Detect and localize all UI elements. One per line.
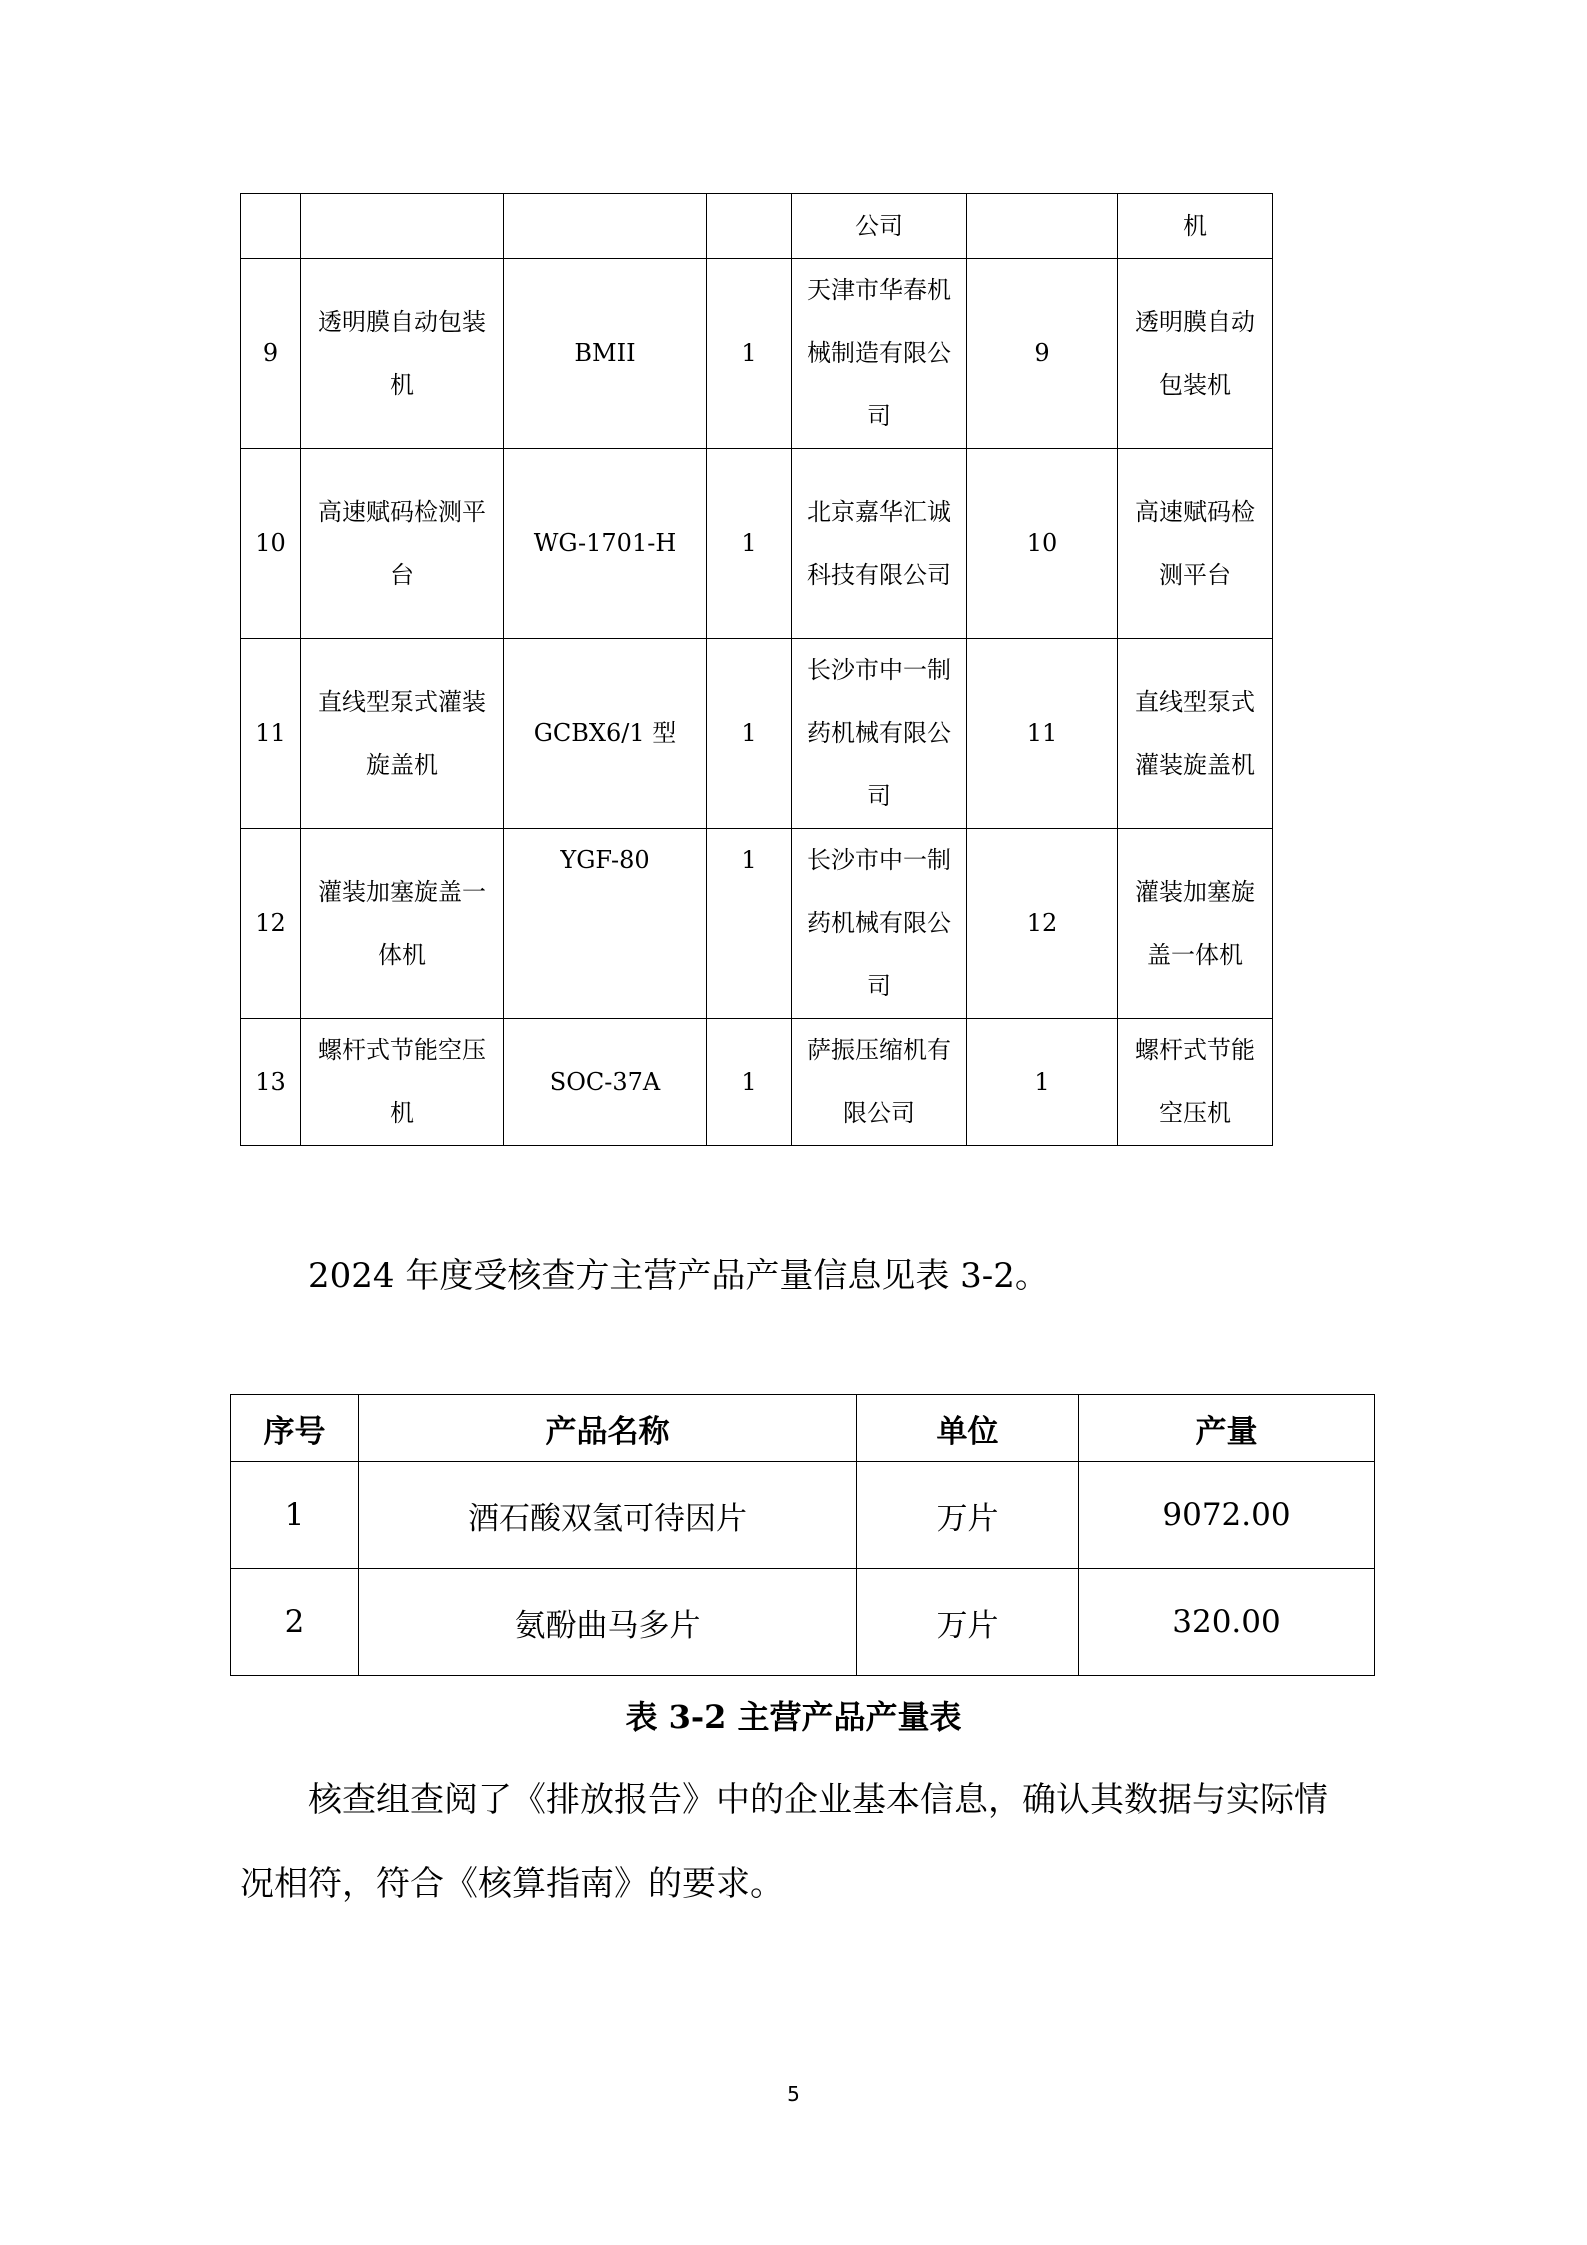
table-row (231, 1569, 1375, 1676)
table-row (241, 829, 1273, 1019)
table-cell (241, 194, 301, 259)
equipment-ref: 1 (967, 1019, 1118, 1146)
equipment-remark: 螺杆式节能空压机 (1118, 1019, 1273, 1146)
equipment-quantity: 1 (707, 1019, 792, 1146)
page-number: 5 (787, 2082, 800, 2106)
equipment-maker: 北京嘉华汇诚科技有限公司 (792, 449, 967, 639)
equipment-continuation-row (241, 194, 1273, 259)
equipment-model: YGF-80 (504, 829, 707, 1019)
equipment-remark: 高速赋码检测平台 (1118, 449, 1273, 639)
row-number: 1 (231, 1462, 359, 1569)
table-row (241, 259, 1273, 449)
equipment-ref: 12 (967, 829, 1118, 1019)
equipment-maker: 萨振压缩机有限公司 (792, 1019, 967, 1146)
table-cell (707, 194, 792, 259)
column-header: 序号 (231, 1395, 359, 1462)
column-header: 产品名称 (359, 1395, 857, 1462)
equipment-model: BMII (504, 259, 707, 449)
equipment-name: 透明膜自动包装机 (301, 259, 504, 449)
equipment-table (240, 193, 1273, 1146)
equipment-quantity: 1 (707, 639, 792, 829)
equipment-remark: 直线型泵式灌装旋盖机 (1118, 639, 1273, 829)
row-number: 10 (241, 449, 301, 639)
column-header: 单位 (857, 1395, 1079, 1462)
conclusion-paragraph: 核查组查阅了《排放报告》中的企业基本信息，确认其数据与实际情况相符，符合《核算指南》的要求。 (240, 1780, 1328, 1904)
table-caption: 表 3-2 主营产品产量表 (625, 1698, 962, 1736)
row-number: 9 (241, 259, 301, 449)
table-cell (967, 194, 1118, 259)
equipment-maker: 长沙市中一制药机械有限公司 (792, 829, 967, 1019)
table-row (241, 639, 1273, 829)
product-name: 氨酚曲马多片 (359, 1569, 857, 1676)
intro-paragraph: 2024 年度受核查方主营产品产量信息见表 3-2。 (308, 1256, 1049, 1296)
product-name: 酒石酸双氢可待因片 (359, 1462, 857, 1569)
row-number: 12 (241, 829, 301, 1019)
row-number: 2 (231, 1569, 359, 1676)
equipment-model: GCBX6/1 型 (504, 639, 707, 829)
row-number: 11 (241, 639, 301, 829)
table-cell (504, 194, 707, 259)
product-output: 320.00 (1079, 1569, 1375, 1676)
table-cell: 公司 (792, 194, 967, 259)
table-row (231, 1462, 1375, 1569)
row-number: 13 (241, 1019, 301, 1146)
equipment-ref: 11 (967, 639, 1118, 829)
table-cell: 机 (1118, 194, 1273, 259)
equipment-quantity: 1 (707, 259, 792, 449)
equipment-quantity: 1 (707, 829, 792, 1019)
equipment-ref: 10 (967, 449, 1118, 639)
equipment-quantity: 1 (707, 449, 792, 639)
equipment-maker: 天津市华春机械制造有限公司 (792, 259, 967, 449)
equipment-model: WG-1701-H (504, 449, 707, 639)
product-unit: 万片 (857, 1569, 1079, 1676)
equipment-name: 高速赋码检测平台 (301, 449, 504, 639)
equipment-remark: 透明膜自动包装机 (1118, 259, 1273, 449)
table-cell (301, 194, 504, 259)
equipment-ref: 9 (967, 259, 1118, 449)
column-header: 产量 (1079, 1395, 1375, 1462)
product-unit: 万片 (857, 1462, 1079, 1569)
table-header-row (231, 1395, 1375, 1462)
table-row (241, 449, 1273, 639)
equipment-maker: 长沙市中一制药机械有限公司 (792, 639, 967, 829)
product-output: 9072.00 (1079, 1462, 1375, 1569)
table-row (241, 1019, 1273, 1146)
equipment-name: 螺杆式节能空压机 (301, 1019, 504, 1146)
product-output-table (230, 1394, 1375, 1676)
equipment-remark: 灌装加塞旋盖一体机 (1118, 829, 1273, 1019)
equipment-name: 灌装加塞旋盖一体机 (301, 829, 504, 1019)
equipment-name: 直线型泵式灌装旋盖机 (301, 639, 504, 829)
equipment-model: SOC-37A (504, 1019, 707, 1146)
